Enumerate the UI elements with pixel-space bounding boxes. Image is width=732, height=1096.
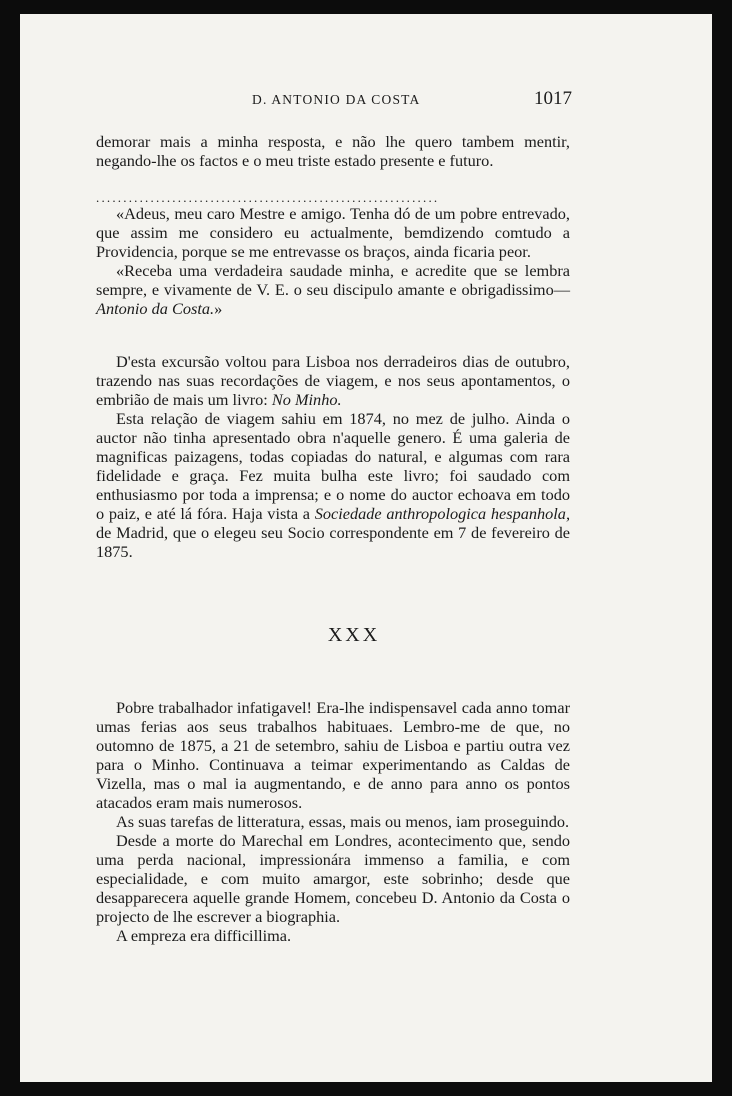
paragraph-4: [96, 352, 570, 409]
text-block-letter-closing: [96, 204, 570, 318]
paragraph-1: demorar mais a minha resposta, e não lhe quero tambem mentir, negando-lhe os factos e o meu triste estado presente e futuro.: [96, 132, 570, 170]
text-block-chapter: [96, 698, 570, 945]
paragraph-3-text: «Receba uma verdadeira saudade minha, e acredite que se lembra sempre, e vivamente de V. E. o seu discipulo amante e obrigadissimo—: [96, 261, 570, 299]
paragraph-5-text: Esta relação de viagem sahiu em 1874, no mez de julho. Ainda o auctor não tinha apresentado obra n'aquelle genero. É uma galeria de magnificas paizagens, todas copiadas do natural, e algumas com rara fidelidade e graça. Fez muita bulha este livro; foi saudado com enthusiasmo por toda a imprensa; e o nome do auctor echoava em todo o paiz, e até lá fóra. Haja vista a: [96, 409, 570, 523]
page-header: [20, 90, 712, 114]
book-page: [20, 14, 712, 1082]
paragraph-6: Pobre trabalhador infatigavel! Era-lhe indispensavel cada anno tomar umas ferias aos seus trabalhos habituaes. Lembro-me de que, no outomno de 1875, a 21 de setembro, sahiu de Lisboa e partiu outra vez para o Minho. Continuava a teimar experimentando as Caldas de Vizella, mas o mal ia augmentando, e de anno para anno os pontos atacados eram mais numerosos.: [96, 698, 570, 812]
paragraph-9: A empreza era difficillima.: [116, 926, 292, 945]
ellipsis-line: ...............................................................: [96, 190, 440, 205]
text-block-narrative: [96, 352, 570, 561]
paragraph-2: «Adeus, meu caro Mestre e amigo. Tenha dó de um pobre entrevado, que assim me considero eu actualmente, bemdizendo comtudo a Providencia, porque se me entrevasse os braços, ainda ficaria peor.: [96, 204, 570, 261]
paragraph-7: As suas tarefas de litteratura, essas, mais ou menos, iam proseguindo.: [116, 812, 570, 831]
paragraph-3: [96, 261, 570, 318]
paragraph-8: Desde a morte do Marechal em Londres, acontecimento que, sendo uma perda nacional, impressionára immenso a familia, e com especialidade, e com muito amargor, este sobrinho; desde que desapparecera aquelle grande Homem, concebeu D. Antonio da Costa o projecto de lhe escrever a biographia.: [96, 831, 570, 926]
signature: Antonio da Costa.: [96, 299, 215, 318]
closing-quote: »: [214, 299, 223, 318]
paragraph-4-text: D'esta excursão voltou para Lisboa nos derradeiros dias de outubro, trazendo nas suas recordações de viagem, e nos seus apontamentos, o embrião de mais um livro:: [96, 352, 570, 409]
paragraph-5: [96, 409, 570, 561]
book-title: No Minho.: [271, 390, 342, 409]
text-block-letter-end: [96, 132, 570, 170]
society-name: Sociedade anthropologica hespanhola,: [314, 504, 571, 523]
chapter-heading: XXX: [327, 624, 381, 646]
paragraph-5-end: de Madrid, que o elegeu seu Socio correspondente em 7 de fevereiro de 1875.: [96, 523, 570, 561]
page-number: 1017: [534, 88, 572, 109]
running-title: D. ANTONIO DA COSTA: [252, 92, 421, 107]
